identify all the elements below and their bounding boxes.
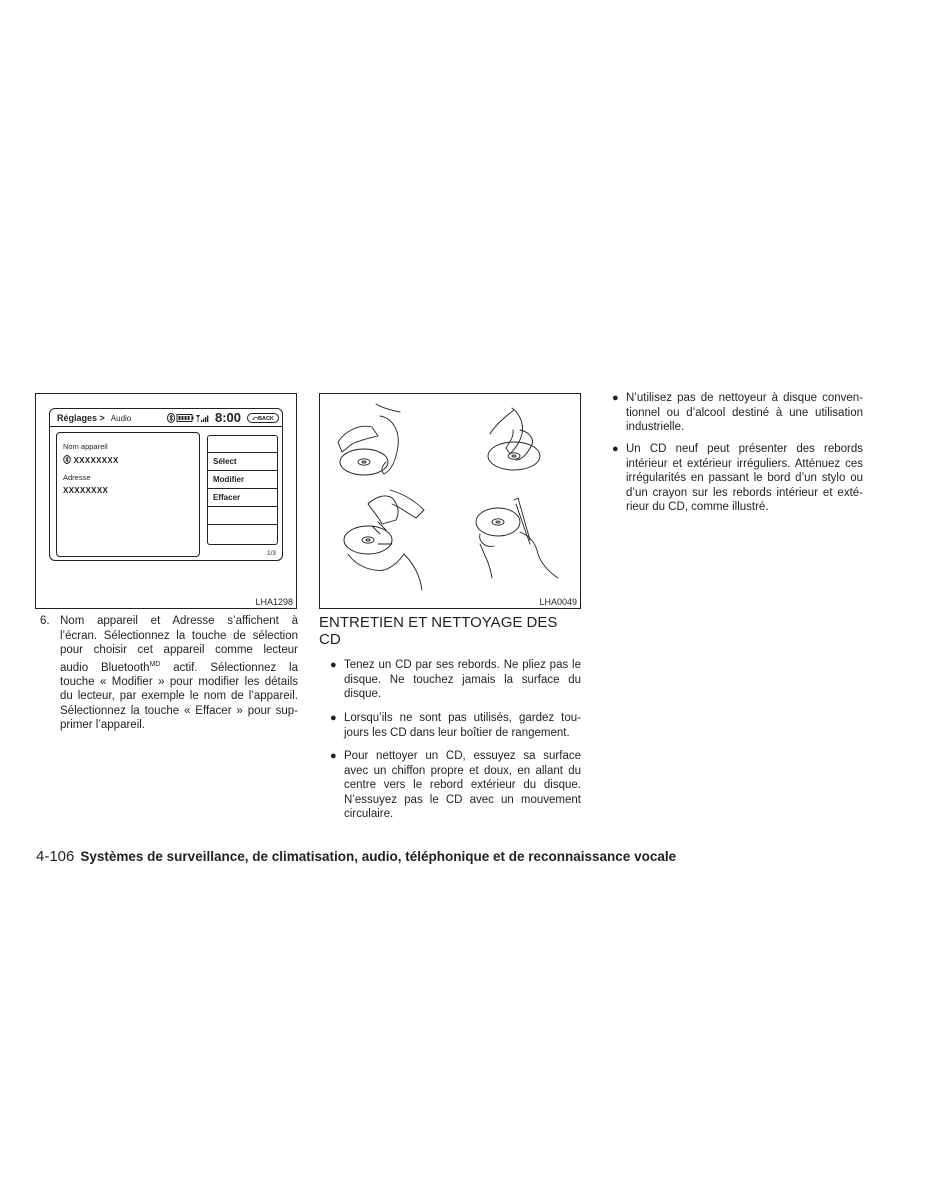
device-name-value: XXXXXXXX [73, 456, 119, 465]
back-arrow-icon: ⤺ [252, 416, 258, 422]
bullet-icon: ● [330, 712, 337, 724]
text-line: du lecteur, par exemple le nom de l’appareil. [60, 690, 298, 703]
bullet-icon: ● [330, 750, 337, 762]
device-info-panel [56, 432, 200, 557]
delete-menu-item[interactable]: Effacer [208, 488, 277, 506]
text-line: avec un chiffon propre et doux, en allant du [344, 764, 581, 777]
status-icons [167, 413, 211, 425]
modify-menu-item[interactable]: Modifier [208, 470, 277, 488]
text-line: Lorsqu’ils ne sont pas utilisés, gardez tou- [344, 712, 581, 724]
back-button[interactable] [247, 413, 279, 423]
text-line: Un CD neuf peut présenter des rebords [626, 443, 863, 455]
screen-title-text: Réglages > [57, 413, 105, 423]
empty-menu-item [208, 506, 277, 524]
text-line: pour choisir cet appareil comme lecteur [60, 644, 298, 656]
bullet-list-right [612, 391, 864, 521]
step-6-body [60, 614, 298, 733]
device-name-row [63, 455, 119, 465]
text-fragment: audio Bluetooth [60, 661, 150, 674]
bullet-item [344, 749, 581, 822]
chapter-title: Systèmes de surveillance, de climatisation, audio, téléphonique et de reconnaissance vocale [80, 849, 677, 864]
text-line: disque. [344, 688, 382, 700]
section-heading [319, 614, 581, 648]
hand-icon [520, 532, 558, 578]
cloth-icon [368, 496, 398, 524]
text-line: N’essuyez pas le CD avec un mouvement [344, 793, 581, 806]
screen-menu [207, 435, 278, 545]
display-screen [49, 408, 283, 561]
hand-icon [480, 544, 492, 578]
bullet-item [344, 658, 581, 702]
hand-icon [390, 490, 424, 518]
text-line: N’utilisez pas de nettoyeur à disque conven- [626, 392, 863, 404]
figure-code: LHA0049 [539, 597, 577, 607]
section-heading-line: CD [319, 631, 341, 648]
figure-cd-handling [319, 393, 581, 609]
text-line: l’écran. Sélectionnez la touche de sélection [60, 629, 298, 642]
device-name-label: Nom appareil [63, 442, 108, 451]
screen-clock: 8:00 [215, 410, 242, 425]
section-heading-line: ENTRETIEN ET NETTOYAGE DES [319, 614, 558, 631]
screen-divider [50, 426, 282, 427]
text-line: industrielle. [626, 421, 685, 433]
text-line: rieur du CD, comme illustré. [626, 501, 769, 513]
text-line: touche « Modifier » pour modifier les détails [60, 675, 298, 688]
cd-icon [476, 508, 520, 536]
menu-divider [208, 524, 277, 525]
screen-subtitle: Audio [110, 414, 132, 423]
bullet-list-middle [330, 658, 582, 828]
text-line: jours les CD dans leur boîtier de rangement. [344, 726, 570, 739]
page-number: 4-106 [36, 848, 75, 865]
text-line-bluetooth [60, 658, 298, 675]
battery-icon [177, 415, 194, 422]
device-address-label: Adresse [63, 473, 91, 482]
page-indicator: 1/3 [266, 550, 276, 557]
text-line: centre vers le rebord extérieur du disque. [344, 779, 581, 791]
device-address-value: XXXXXXXX [63, 486, 109, 495]
figure-code: LHA1298 [255, 597, 293, 607]
superscript-md: MD [149, 660, 161, 668]
cd-icon [340, 449, 388, 475]
screen-title [57, 413, 131, 423]
text-line: Sélectionnez la touche « Effacer » pour sup- [60, 704, 298, 717]
text-line: Nom appareil et Adresse s’affichent à [60, 615, 298, 627]
bullet-icon: ● [612, 392, 619, 404]
step-number: 6. [40, 615, 50, 627]
figure-settings-screen [35, 393, 297, 609]
text-line: primer l’appareil. [60, 719, 146, 732]
text-line: circulaire. [344, 808, 394, 820]
text-line: intérieur et extérieur irréguliers. Atténuez ces [626, 457, 863, 470]
bluetooth-icon [168, 414, 175, 423]
cd-icon [488, 442, 540, 470]
cd-icon [344, 526, 392, 554]
signal-icon [196, 415, 208, 422]
hand-icon [348, 554, 404, 570]
text-line: disque. Ne touchez jamais la surface du [344, 673, 581, 686]
text-fragment: actif. Sélectionnez la [160, 661, 298, 674]
text-line: Pour nettoyer un CD, essuyez sa surface [344, 750, 581, 762]
back-button-label: BACK [258, 416, 274, 422]
text-line: d’un crayon sur les rebords intérieur et exté- [626, 486, 863, 499]
cd-handling-illustration [320, 394, 580, 594]
bullet-icon: ● [330, 659, 337, 671]
bullet-item [626, 391, 863, 435]
page-footer [36, 848, 676, 865]
text-line: irrégularités en passant le bord d’un stylo ou [626, 472, 863, 484]
bluetooth-icon [63, 455, 71, 464]
bullet-item [344, 711, 581, 740]
hand-icon [338, 426, 378, 452]
bullet-item [626, 442, 863, 515]
text-line: Tenez un CD par ses rebords. Ne pliez pas le [344, 659, 581, 671]
bullet-icon: ● [612, 443, 619, 455]
text-line: tionnel ou d’alcool destiné à une utilisation [626, 406, 863, 419]
select-menu-item[interactable]: Sélect [208, 452, 277, 470]
